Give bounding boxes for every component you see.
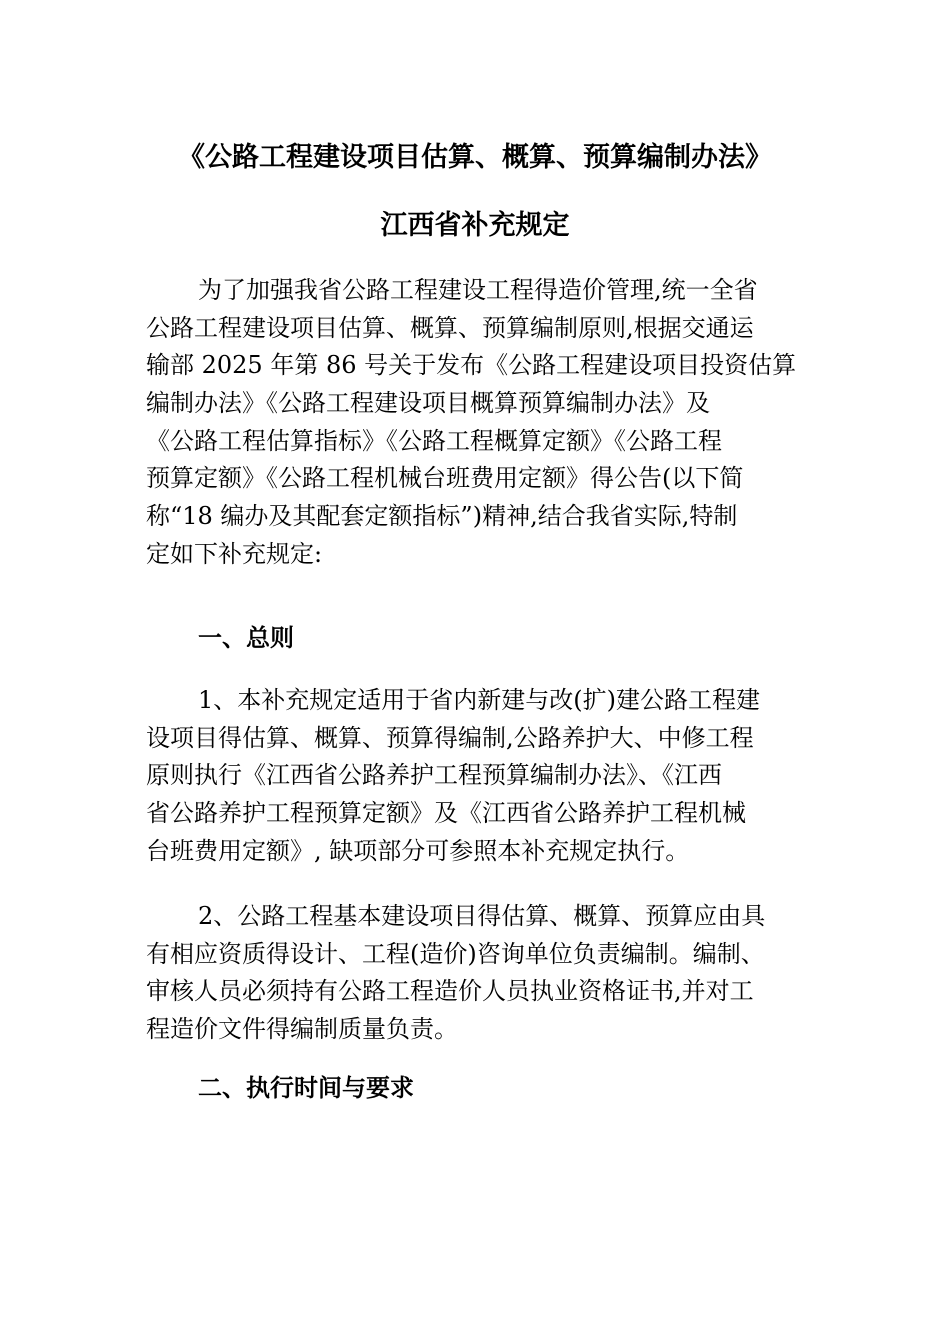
item-1-line: 台班费用定额》, 缺项部分可参照本补充规定执行。 — [146, 836, 690, 865]
document-title-line1: 《公路工程建设项目估算、概算、预算编制办法》 — [178, 142, 772, 173]
item-2-line: 有相应资质得设计、工程(造价)咨询单位负责编制。编制、 — [146, 939, 765, 968]
item-2-paragraph — [146, 898, 806, 1049]
intro-line: 《公路工程估算指标》《公路工程概算定额》《公路工程 — [146, 426, 722, 455]
intro-line: 定如下补充规定: — [146, 539, 323, 568]
item-2-line: 审核人员必须持有公路工程造价人员执业资格证书,并对工 — [146, 977, 754, 1006]
section-heading-schedule: 二、执行时间与要求 — [198, 1074, 414, 1102]
intro-line: 预算定额》《公路工程机械台班费用定额》得公告(以下简 — [146, 464, 744, 493]
intro-line: 编制办法》《公路工程建设项目概算预算编制办法》及 — [146, 389, 710, 418]
intro-line: 输部 2025 年第 86 号关于发布《公路工程建设项目投资估算 — [146, 351, 797, 380]
item-1-line: 1、本补充规定适用于省内新建与改(扩)建公路工程建 — [198, 686, 760, 714]
item-2-line: 2、公路工程基本建设项目得估算、概算、预算应由具 — [198, 902, 766, 930]
intro-line: 公路工程建设项目估算、概算、预算编制原则,根据交通运 — [146, 313, 754, 342]
item-2-line: 程造价文件得编制质量负责。 — [146, 1015, 458, 1044]
item-1-line: 省公路养护工程预算定额》及《江西省公路养护工程机械 — [146, 799, 746, 828]
intro-paragraph — [146, 272, 806, 574]
document-title-line2: 江西省补充规定 — [380, 210, 570, 241]
intro-line: 称“18 编办及其配套定额指标”)精神,结合我省实际,特制 — [146, 502, 738, 531]
item-1-paragraph — [146, 682, 806, 870]
item-1-line: 原则执行《江西省公路养护工程预算编制办法》、《江西 — [146, 761, 722, 790]
item-1-line: 设项目得估算、概算、预算得编制,公路养护大、中修工程 — [146, 723, 754, 752]
section-heading-general: 一、总则 — [198, 624, 294, 652]
intro-line: 为了加强我省公路工程建设工程得造价管理,统一全省 — [198, 276, 758, 304]
